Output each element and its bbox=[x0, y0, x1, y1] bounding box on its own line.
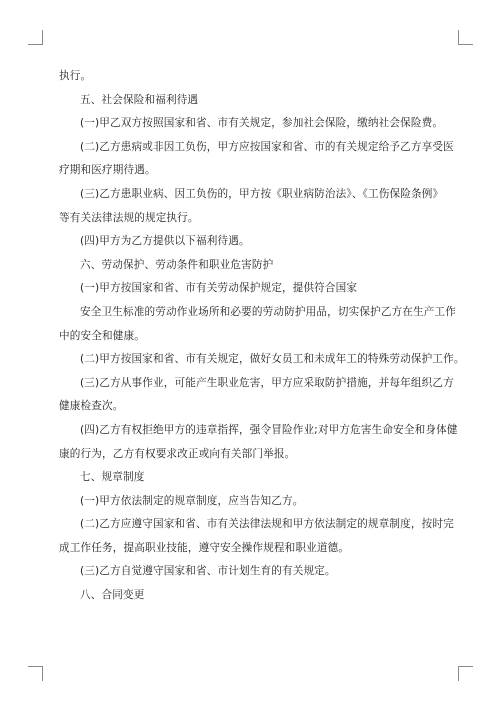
section-heading-7: 七、规章制度 bbox=[80, 471, 145, 484]
text-line: (二)乙方患病或非因工负伤，甲方应按国家和省、市的有关规定给予乙方享受医 bbox=[80, 140, 454, 153]
crop-mark-top-right bbox=[458, 30, 473, 45]
text-line: 成工作任务，提高职业技能，遵守安全操作规程和职业道德。 bbox=[59, 541, 350, 554]
section-heading-6: 六、劳动保护、劳动条件和职业危害防护 bbox=[80, 258, 274, 271]
text-line: (二)甲方按国家和省、市有关规定，做好女员工和未成年工的特殊劳动保护工作。 bbox=[80, 353, 465, 366]
text-line: 等有关法律法规的规定执行。 bbox=[59, 211, 199, 224]
text-line: (一)甲方依法制定的规章制度，应当告知乙方。 bbox=[80, 494, 304, 507]
text-line: (三)乙方患职业病、因工负伤的，甲方按《职业病防治法》、《工伤保险条例》 bbox=[80, 187, 444, 200]
text-line: 中的安全和健康。 bbox=[59, 329, 145, 342]
section-heading-8: 八、合同变更 bbox=[80, 589, 145, 602]
text-line: (三)乙方自觉遵守国家和省、市计划生育的有关规定。 bbox=[80, 565, 336, 578]
crop-mark-bottom-left bbox=[28, 666, 43, 681]
text-line: 安全卫生标准的劳动作业场所和必要的劳动防护用品，切实保护乙方在生产工作 bbox=[80, 305, 457, 318]
crop-mark-top-left bbox=[28, 30, 43, 45]
text-line: (二)乙方应遵守国家和省、市有关法律法规和甲方依法制定的规章制度，按时完 bbox=[80, 518, 454, 531]
text-line: (四)甲方为乙方提供以下福利待遇。 bbox=[80, 235, 250, 248]
text-line: (三)乙方从事作业，可能产生职业危害，甲方应采取防护措施，并每年组织乙方 bbox=[80, 376, 454, 389]
document-body bbox=[59, 65, 465, 608]
text-line: (一)甲方按国家和省、市有关劳动保护规定，提供符合国家 bbox=[80, 282, 358, 295]
section-heading-5: 五、社会保险和福利待遇 bbox=[80, 93, 199, 106]
text-line: 疗期和医疗期待遇。 bbox=[59, 164, 156, 177]
text-line: 康的行为，乙方有权要求改正或向有关部门举报。 bbox=[59, 447, 296, 460]
text-line: 健康检查次。 bbox=[59, 400, 124, 413]
text-line: (一)甲乙双方按照国家和省、市有关规定，参加社会保险，缴纳社会保险费。 bbox=[80, 117, 444, 130]
text-line: (四)乙方有权拒绝甲方的违章指挥，强令冒险作业;对甲方危害生命安全和身体健 bbox=[80, 423, 458, 436]
crop-mark-bottom-right bbox=[458, 666, 473, 681]
text-line: 执行。 bbox=[59, 70, 92, 82]
